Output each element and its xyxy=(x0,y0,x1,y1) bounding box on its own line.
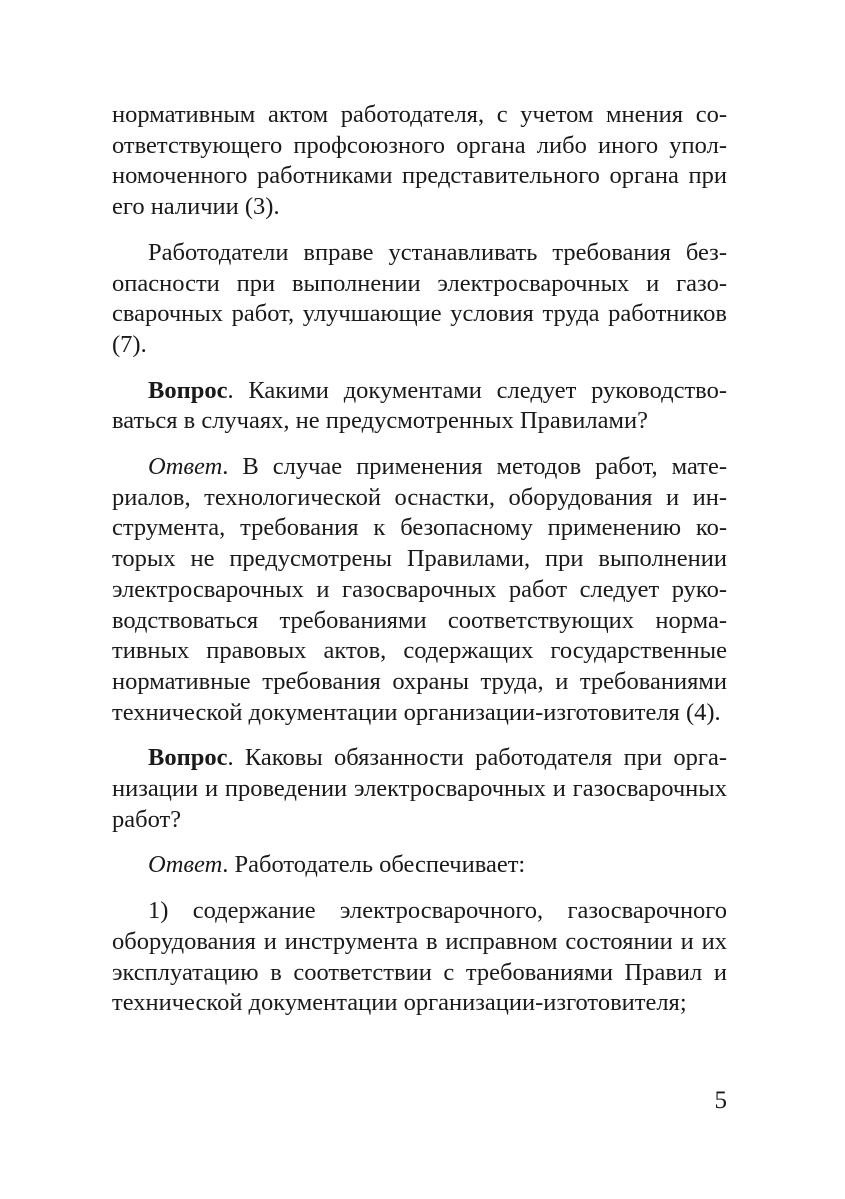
paragraph-employer-rights: Работодатели вправе устанавливать требования безопасности при выполнении электросварочных и газосварочных работ, улучшающие условия труда работников (7). xyxy=(112,238,727,358)
paragraph-continuation: нормативным актом работодателя, с учетом мнения соответствующего профсоюзного органа либо иного уполномоченного работниками представительного органа при его наличии (3). xyxy=(112,101,727,221)
question-text: . Каковы обязанности работодателя при организации и проведении электросварочных и газосварочных работ? xyxy=(112,744,727,833)
question-1 xyxy=(112,376,727,437)
page-number: 5 xyxy=(714,1087,727,1114)
answer-label: Ответ xyxy=(148,453,223,481)
answer-text: . В случае применения методов работ, материалов, технологической оснастки, оборудования и инструмента, требования к безопасному применению которых не предусмотрены Правилами, при выполнении электросварочных и газосварочных работ следует руководствоваться требованиями соответствующих нормативных правовых актов, содержащих государственные нормативные требования охраны труда, и требованиями технической документации организации-изготовителя (4). xyxy=(112,453,727,726)
answer-1 xyxy=(112,452,727,728)
question-2 xyxy=(112,743,727,835)
answer-label: Ответ xyxy=(148,851,223,879)
question-text: . Какими документами следует руководствоваться в случаях, не предусмотренных Правилами? xyxy=(112,376,727,435)
list-item: 1) содержание электросварочного, газосварочного оборудования и инструмента в исправном состоянии и их эксплуатацию в соответствии с требованиями Правил и технической документации организации-изготовителя; xyxy=(112,897,727,1017)
answer-2 xyxy=(112,850,727,881)
question-label: Вопрос xyxy=(148,376,228,404)
answer-text: . Работодатель обеспечивает: xyxy=(222,851,526,879)
question-label: Вопрос xyxy=(148,744,228,772)
page-body xyxy=(112,100,727,1034)
